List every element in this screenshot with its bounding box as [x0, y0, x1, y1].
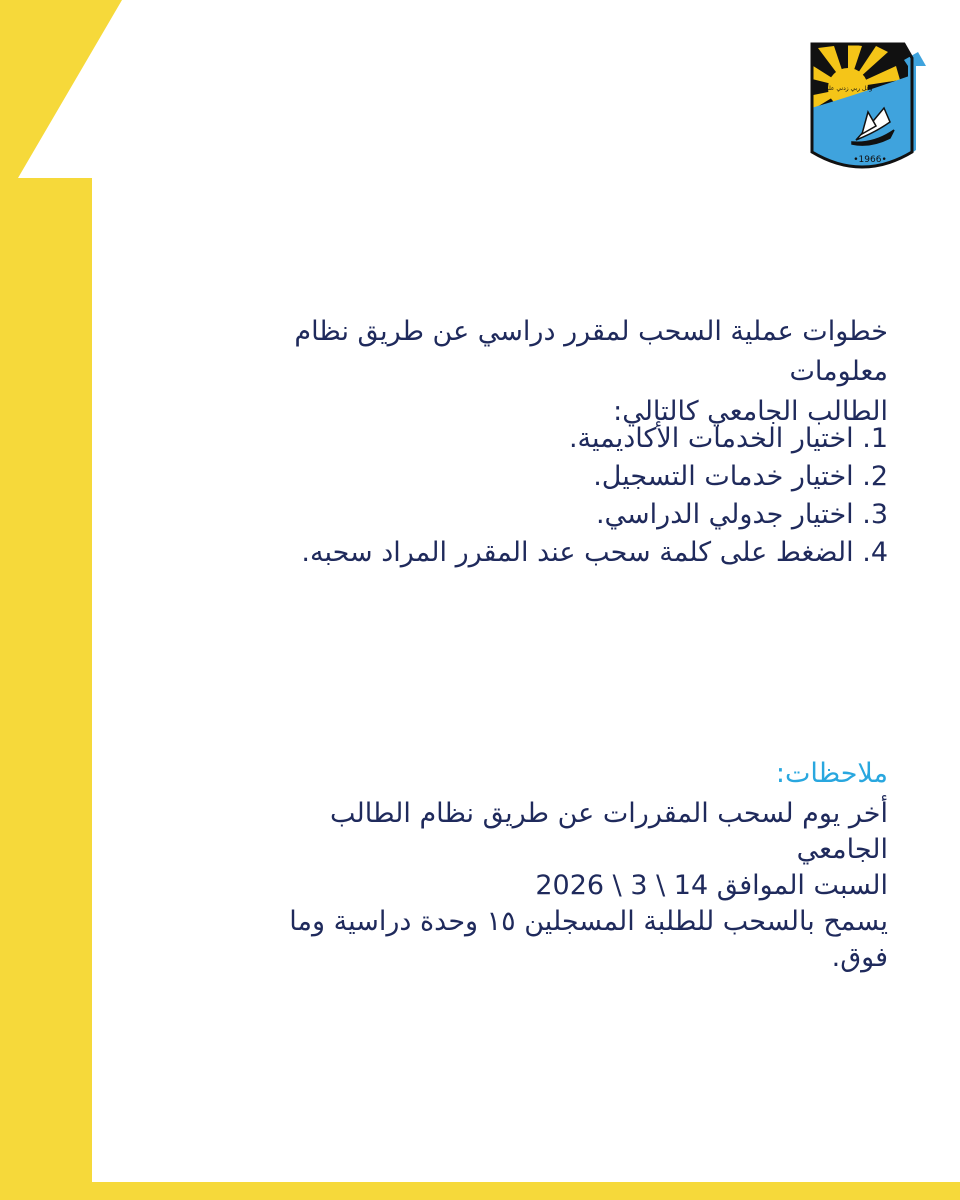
step-item-2: 2. اختيار خدمات التسجيل.: [593, 461, 888, 492]
logo-year: •1966•: [853, 155, 887, 165]
intro-line-2: الطالب الجامعي كالتالي:: [613, 396, 888, 427]
notes-line-1: أخر يوم لسحب المقررات عن طريق نظام الطالب الجامعي: [330, 798, 888, 865]
notes-line-3: يسمح بالسحب للطلبة المسجلين ١٥ وحدة دراسية وما فوق.: [289, 906, 888, 973]
step-item-1: 1. اختيار الخدمات الأكاديمية.: [568, 423, 888, 454]
notes-line-2: السبت الموافق 14 \ 3 \ 2026: [535, 870, 888, 901]
intro-line-1: خطوات عملية السحب لمقرر دراسي عن طريق نظام معلومات: [294, 316, 888, 387]
university-logo: [804, 40, 926, 180]
steps-list: [248, 420, 888, 572]
logo-motto: وقل ربي زدني علما: [823, 85, 873, 92]
step-item-3: 3. اختيار جدولي الدراسي.: [595, 499, 888, 530]
notes-section: [248, 756, 888, 976]
notes-heading: ملاحظات:: [775, 758, 888, 789]
step-item-4: 4. الضغط على كلمة سحب عند المقرر المراد سحبه.: [301, 537, 888, 568]
intro-text: [248, 312, 888, 432]
